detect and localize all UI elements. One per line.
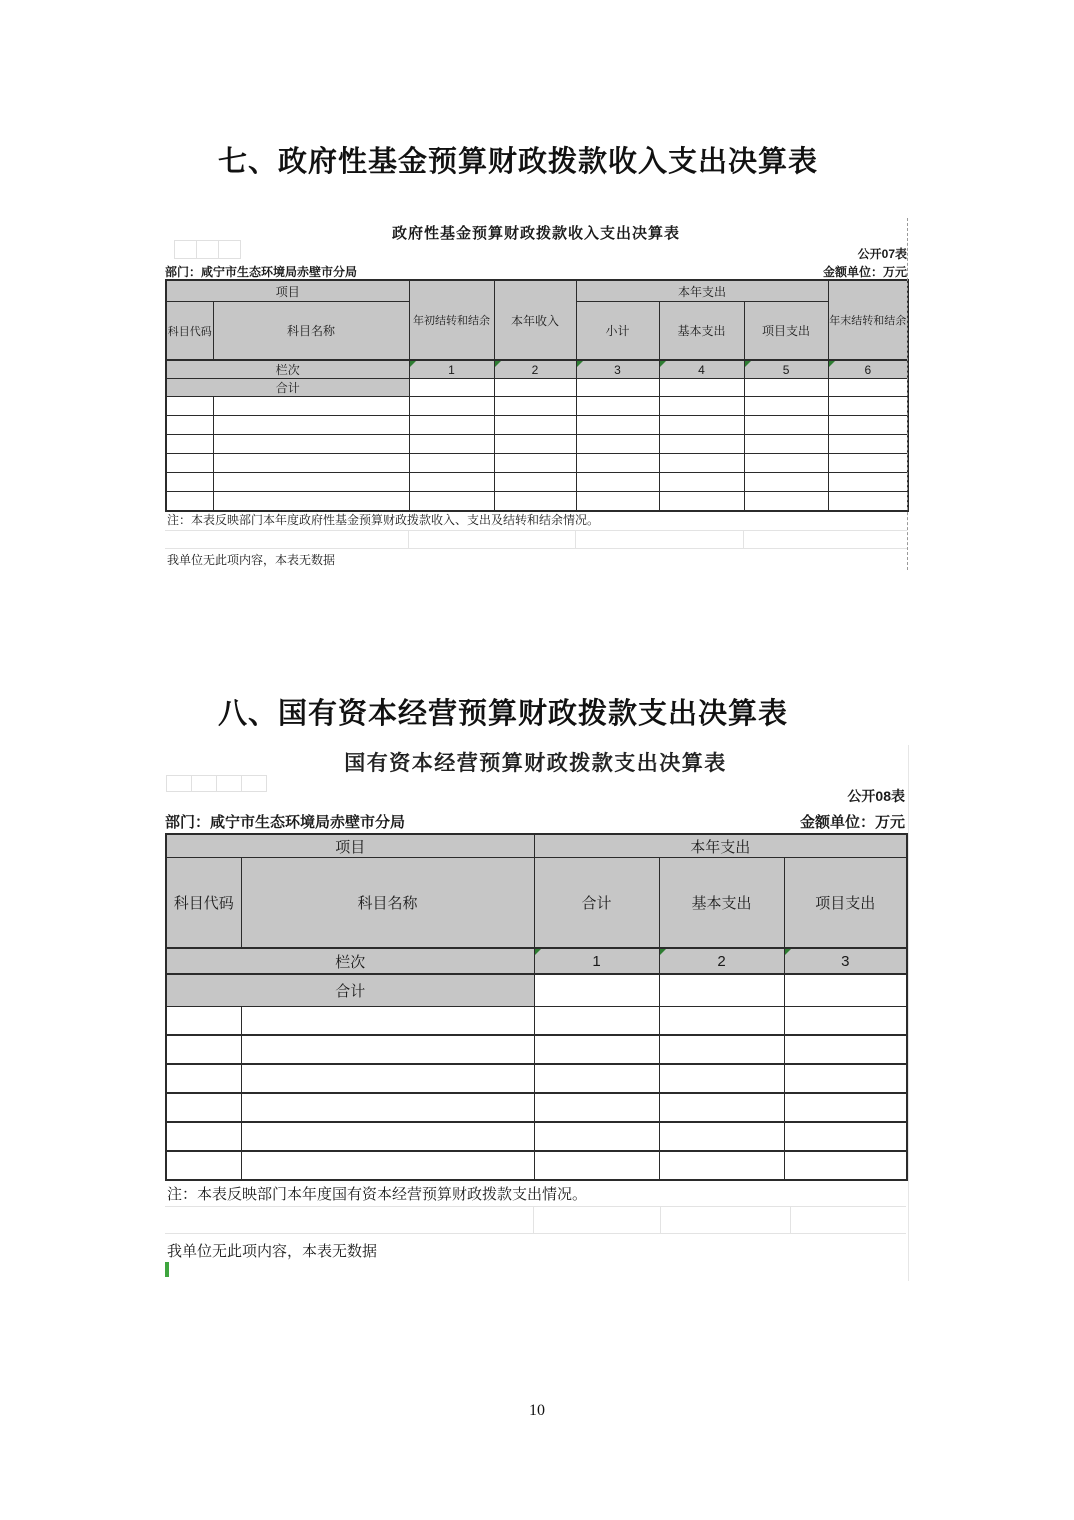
table08-note: 注：本表反映部门本年度国有资本经营预算财政拨款支出情况。: [167, 1186, 588, 1203]
table-row: [166, 1064, 907, 1093]
cell-comment-triangle-icon: [785, 949, 791, 955]
column-number-cell: [494, 360, 576, 379]
empty-data-cell: [213, 435, 409, 454]
empty-data-cell: [409, 492, 494, 512]
table-row: [166, 1007, 907, 1036]
empty-data-cell: [534, 1035, 659, 1064]
table07-note: 注：本表反映部门本年度政府性基金预算财政拨款收入、支出及结转和结余情况。: [167, 513, 600, 527]
header-subject-name: 科目名称: [241, 858, 534, 949]
table07-wrap: [165, 279, 909, 512]
empty-data-cell: [828, 454, 908, 473]
empty-data-cell: [213, 454, 409, 473]
empty-data-cell: [166, 492, 213, 512]
empty-data-cell: [534, 1093, 659, 1122]
empty-data-cell: [166, 1035, 241, 1064]
column-number-cell: [576, 360, 659, 379]
header-project-expense: 项目支出: [744, 302, 828, 361]
table08: [165, 833, 908, 1181]
sheet-gridlines: [165, 1206, 906, 1234]
empty-data-cell: [659, 1007, 784, 1036]
empty-data-cell: [166, 1122, 241, 1151]
cell-comment-triangle-icon: [495, 361, 501, 367]
column-number: 1: [592, 952, 601, 970]
section-8-heading: 八、国有资本经营预算财政拨款支出决算表: [218, 698, 789, 730]
empty-data-cell: [784, 1093, 907, 1122]
column-number: 4: [698, 362, 705, 377]
empty-data-cell: [534, 1007, 659, 1036]
table07: [165, 279, 909, 512]
header-subject-code: 科目代码: [166, 858, 241, 949]
table07-unit: 金额单位：万元: [822, 265, 907, 279]
empty-data-cell: [659, 1122, 784, 1151]
empty-data-cell: [659, 1093, 784, 1122]
empty-data-cell: [744, 379, 828, 397]
column-number-cell: [784, 948, 907, 974]
empty-data-cell: [659, 1151, 784, 1180]
header-end-balance: 年末结转和结余: [828, 280, 908, 360]
table08-unit: 金额单位：万元: [799, 814, 905, 831]
empty-data-cell: [213, 397, 409, 416]
table08-title: 国有资本经营预算财政拨款支出决算表: [344, 752, 727, 775]
empty-data-cell: [744, 492, 828, 512]
table-row: [166, 435, 908, 454]
empty-data-cell: [494, 473, 576, 492]
table07-no-data-text: 我单位无此项内容，本表无数据: [167, 553, 336, 567]
empty-data-cell: [576, 492, 659, 512]
empty-data-cell: [534, 1151, 659, 1180]
empty-data-cell: [494, 492, 576, 512]
column-number-cell: [534, 948, 659, 974]
empty-data-cell: [241, 1151, 534, 1180]
empty-data-cell: [659, 473, 744, 492]
column-number-cell: [659, 948, 784, 974]
table08-wrap: [165, 833, 908, 1181]
lanci-label: 栏次: [166, 948, 534, 974]
empty-data-cell: [659, 974, 784, 1007]
cell-comment-triangle-icon: [829, 361, 835, 367]
column-number: 5: [782, 362, 790, 377]
column-number-cell: [659, 360, 744, 379]
cell-comment-triangle-icon: [745, 361, 751, 367]
table-row: [166, 454, 908, 473]
empty-data-cell: [828, 379, 908, 397]
header-project: 项目: [166, 280, 409, 302]
empty-data-cell: [494, 454, 576, 473]
table-row: [166, 1151, 907, 1180]
empty-data-cell: [576, 416, 659, 435]
empty-data-cell: [784, 1122, 907, 1151]
empty-data-cell: [241, 1035, 534, 1064]
header-project-expense: 项目支出: [784, 858, 907, 949]
empty-data-cell: [784, 974, 907, 1007]
page-number: 10: [529, 1402, 545, 1419]
empty-data-cell: [784, 1064, 907, 1093]
table-row: [166, 473, 908, 492]
cell-comment-triangle-icon: [577, 361, 583, 367]
empty-data-cell: [744, 454, 828, 473]
empty-data-cell: [166, 473, 213, 492]
cell-comment-triangle-icon: [535, 949, 541, 955]
table07-screenshot: [165, 218, 925, 570]
empty-data-cell: [409, 435, 494, 454]
empty-data-cell: [659, 454, 744, 473]
sheet-grid-tick: [660, 1207, 661, 1233]
table08-meta-row: [165, 811, 905, 831]
empty-data-cell: [241, 1122, 534, 1151]
empty-data-cell: [241, 1093, 534, 1122]
header-subtotal: 小计: [576, 302, 659, 361]
total-row-label: 合计: [166, 974, 534, 1007]
empty-data-cell: [744, 435, 828, 454]
empty-data-cell: [409, 397, 494, 416]
empty-data-cell: [744, 473, 828, 492]
table-row: [166, 416, 908, 435]
table08-sheet-label: 公开08表: [847, 788, 905, 804]
empty-data-cell: [659, 435, 744, 454]
table-row: [166, 1093, 907, 1122]
sheet-grid-tick: [575, 531, 576, 548]
column-number: 3: [614, 362, 621, 377]
empty-data-cell: [828, 397, 908, 416]
header-begin-balance: 年初结转和结余: [409, 280, 494, 360]
empty-data-cell: [744, 397, 828, 416]
empty-data-cell: [534, 1122, 659, 1151]
empty-data-cell: [784, 1007, 907, 1036]
empty-data-cell: [576, 435, 659, 454]
empty-data-cell: [576, 397, 659, 416]
table08-department: 部门：咸宁市生态环境局赤壁市分局: [165, 814, 406, 831]
sheet-grid-tick: [908, 745, 909, 1281]
empty-data-cell: [166, 1064, 241, 1093]
empty-data-cell: [166, 454, 213, 473]
header-year-expense: 本年支出: [534, 834, 907, 858]
empty-data-cell: [576, 454, 659, 473]
print-area-dashed-boundary: [907, 218, 908, 570]
table07-department: 部门：咸宁市生态环境局赤壁市分局: [165, 265, 358, 279]
table-row: [166, 492, 908, 512]
empty-data-cell: [166, 416, 213, 435]
cell-comment-triangle-icon: [660, 949, 666, 955]
table-row: [166, 397, 908, 416]
empty-data-cell: [166, 1093, 241, 1122]
column-number-cell: [409, 360, 494, 379]
empty-data-cell: [784, 1151, 907, 1180]
empty-data-cell: [166, 435, 213, 454]
empty-data-cell: [409, 416, 494, 435]
column-number: 3: [841, 952, 850, 970]
sheet-gridlines: [165, 530, 907, 549]
empty-data-cell: [828, 435, 908, 454]
column-number: 6: [864, 362, 872, 377]
sheet-selection-marker: [165, 1262, 169, 1277]
total-row-label: 合计: [166, 379, 409, 397]
sheet-grid-tick: [533, 1207, 534, 1233]
header-total: 合计: [534, 858, 659, 949]
table07-sheet-label: 公开07表: [857, 247, 907, 261]
sheet-grid-tick: [408, 531, 409, 548]
empty-data-cell: [659, 416, 744, 435]
empty-data-cell: [494, 435, 576, 454]
empty-data-cell: [659, 379, 744, 397]
table-row: [166, 1122, 907, 1151]
header-subject-name: 科目名称: [213, 302, 409, 361]
empty-data-cell: [659, 1035, 784, 1064]
empty-data-cell: [659, 1064, 784, 1093]
column-number-cell: [744, 360, 828, 379]
lanci-label: 栏次: [166, 360, 409, 379]
empty-data-cell: [828, 473, 908, 492]
empty-data-cell: [213, 416, 409, 435]
empty-data-cell: [828, 416, 908, 435]
empty-data-cell: [534, 974, 659, 1007]
table07-meta-row: [165, 263, 907, 279]
empty-data-cell: [494, 397, 576, 416]
empty-data-cell: [576, 379, 659, 397]
empty-data-cell: [241, 1064, 534, 1093]
empty-data-cell: [213, 473, 409, 492]
empty-data-cell: [409, 379, 494, 397]
header-year-expense: 本年支出: [576, 280, 828, 302]
empty-data-cell: [494, 379, 576, 397]
empty-data-cell: [166, 1007, 241, 1036]
column-number: 2: [717, 952, 726, 970]
table-row: [166, 1035, 907, 1064]
column-number: 2: [531, 362, 539, 377]
empty-data-cell: [576, 473, 659, 492]
header-project: 项目: [166, 834, 534, 858]
empty-data-cell: [659, 492, 744, 512]
empty-data-cell: [744, 416, 828, 435]
header-subject-code: 科目代码: [166, 302, 213, 361]
table08-no-data-text: 我单位无此项内容，本表无数据: [167, 1243, 378, 1260]
empty-data-cell: [166, 397, 213, 416]
cell-comment-triangle-icon: [660, 361, 666, 367]
empty-data-cell: [659, 397, 744, 416]
cell-comment-triangle-icon: [410, 361, 416, 367]
sheet-grid-tick: [743, 531, 744, 548]
empty-data-cell: [828, 492, 908, 512]
sheet-grid-tick: [790, 1207, 791, 1233]
empty-data-cell: [494, 416, 576, 435]
section-7-heading: 七、政府性基金预算财政拨款收入支出决算表: [218, 146, 819, 178]
empty-data-cell: [534, 1064, 659, 1093]
column-number-cell: [828, 360, 908, 379]
empty-data-cell: [409, 473, 494, 492]
header-year-income: 本年收入: [494, 280, 576, 360]
empty-data-cell: [166, 1151, 241, 1180]
empty-data-cell: [213, 492, 409, 512]
table08-screenshot: [165, 745, 925, 1281]
empty-data-cell: [409, 454, 494, 473]
header-basic-expense: 基本支出: [659, 858, 784, 949]
empty-data-cell: [784, 1035, 907, 1064]
empty-data-cell: [241, 1007, 534, 1036]
header-basic-expense: 基本支出: [659, 302, 744, 361]
column-number: 1: [448, 362, 455, 377]
table07-title: 政府性基金预算财政拨款收入支出决算表: [391, 225, 680, 242]
